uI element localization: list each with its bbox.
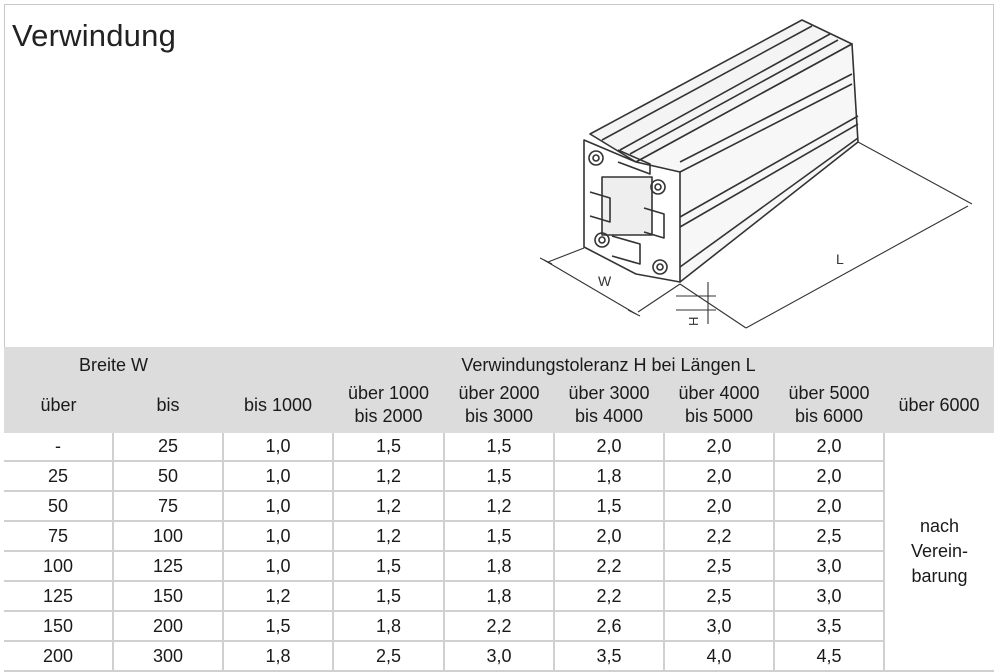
column-header: bis 1000 [223,377,333,433]
table-body [4,433,994,671]
profile-illustration [540,12,980,342]
table-cell: 1,2 [223,581,333,611]
tolerance-table [4,347,994,672]
column-header: über 4000 bis 5000 [664,377,774,433]
table-cell: 1,2 [333,461,444,491]
table-cell: 2,0 [774,433,884,461]
table-cell: 75 [113,491,223,521]
dimension-label-h: H [686,316,701,326]
table-cell: 2,0 [774,461,884,491]
table-cell: 1,2 [444,491,554,521]
table-cell: 1,8 [333,611,444,641]
table-cell: 2,5 [774,521,884,551]
table-cell: 1,8 [444,581,554,611]
table-row [4,611,994,641]
table-cell: 2,2 [554,551,664,581]
dimension-label-l: L [836,251,844,267]
table-cell: 2,5 [333,641,444,671]
table-cell: 1,0 [223,521,333,551]
table-cell: 300 [113,641,223,671]
table-cell: 1,0 [223,551,333,581]
table-cell: 150 [113,581,223,611]
table-cell: 3,0 [444,641,554,671]
table-cell: 3,5 [774,611,884,641]
table-cell: 1,2 [333,521,444,551]
table-cell: 2,2 [444,611,554,641]
table-cell: 25 [4,461,113,491]
table-cell: 200 [113,611,223,641]
table-cell: 100 [4,551,113,581]
dimension-label-w: W [598,273,612,289]
table-cell: 2,0 [554,521,664,551]
table-cell: 2,0 [664,461,774,491]
column-header: über 2000 bis 3000 [444,377,554,433]
table-row [4,581,994,611]
table-cell: 1,5 [223,611,333,641]
table-cell: 2,0 [664,433,774,461]
table-cell: 2,5 [664,551,774,581]
table-cell: 125 [113,551,223,581]
table-cell: 2,5 [664,581,774,611]
table-cell: - [4,433,113,461]
table-cell: 2,6 [554,611,664,641]
table-cell: 1,2 [333,491,444,521]
table-row [4,551,994,581]
column-header: über 1000 bis 2000 [333,377,444,433]
table-cell: 3,0 [774,581,884,611]
table-cell: 125 [4,581,113,611]
table-cell: 75 [4,521,113,551]
page-title: Verwindung [12,18,177,53]
table-row [4,491,994,521]
table-cell: 3,5 [554,641,664,671]
group-header-tolerance: Verwindungstoleranz H bei Längen L [223,347,994,377]
table-row [4,461,994,491]
column-header: über 3000 bis 4000 [554,377,664,433]
column-header: bis [113,377,223,433]
table-cell: 3,0 [664,611,774,641]
table-cell: 1,5 [444,433,554,461]
table-cell: 2,2 [664,521,774,551]
group-header-width: Breite W [4,347,223,377]
table-row [4,521,994,551]
table-cell: 1,5 [333,551,444,581]
aluminium-profile-drawing [540,12,980,342]
table-cell: 1,8 [554,461,664,491]
table-cell: 1,5 [554,491,664,521]
table-cell: 1,0 [223,461,333,491]
table-cell: 2,2 [554,581,664,611]
table-cell: 50 [113,461,223,491]
table-cell: 1,5 [333,433,444,461]
table-cell: 4,5 [774,641,884,671]
table-cell: 2,0 [664,491,774,521]
table-cell: 150 [4,611,113,641]
table-cell: 1,0 [223,433,333,461]
table-cell: 25 [113,433,223,461]
column-header: über 6000 [884,377,994,433]
table-cell: 2,0 [554,433,664,461]
table-cell: 1,5 [333,581,444,611]
table-cell: 200 [4,641,113,671]
table-row [4,641,994,671]
table-row [4,433,994,461]
table-cell: 100 [113,521,223,551]
table-cell: 1,5 [444,521,554,551]
table-cell: 50 [4,491,113,521]
merged-cell-by-agreement: nach Verein- barung [884,433,994,671]
table-cell: 1,0 [223,491,333,521]
tolerance-table-wrapper [4,347,994,672]
column-header: über [4,377,113,433]
table-cell: 4,0 [664,641,774,671]
table-cell: 1,5 [444,461,554,491]
column-header: über 5000 bis 6000 [774,377,884,433]
table-cell: 2,0 [774,491,884,521]
table-cell: 1,8 [223,641,333,671]
table-cell: 1,8 [444,551,554,581]
table-cell: 3,0 [774,551,884,581]
